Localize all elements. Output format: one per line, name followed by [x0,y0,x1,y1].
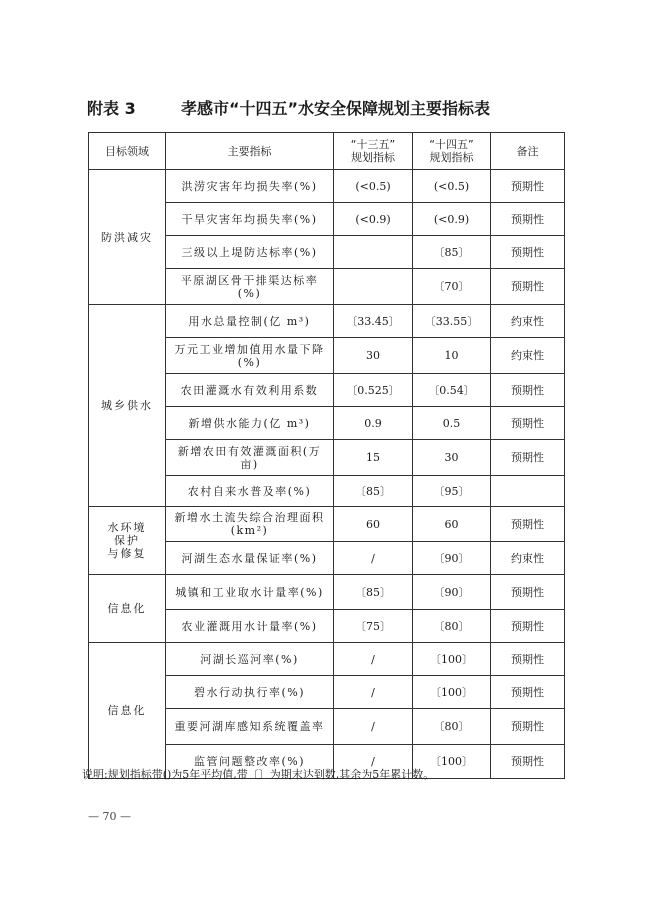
remark-cell: 预期性 [491,440,565,476]
remark-cell: 约束性 [491,305,565,338]
s14-value: 〔33.55〕 [413,305,491,338]
remark-cell: 预期性 [491,374,565,407]
remark-cell: 预期性 [491,643,565,676]
s13-value: 〔33.45〕 [334,305,413,338]
s14-value: 30 [413,440,491,476]
indicator-cell: 新增水土流失综合治理面积(km²) [166,507,334,542]
s13-value: / [334,709,413,745]
indicator-cell: 洪涝灾害年均损失率(%) [166,170,334,203]
s13-value [334,236,413,269]
table-row [89,643,565,676]
indicator-cell: 农业灌溉用水计量率(%) [166,610,334,643]
title-text: 孝感市“十四五”水安全保障规划主要指标表 [181,99,491,118]
header-14th-plan: “十四五” 规划指标 [413,133,491,170]
s13-value: 〔0.525〕 [334,374,413,407]
table-row [89,305,565,338]
s13-value: / [334,676,413,709]
remark-cell: 预期性 [491,610,565,643]
s13-value: / [334,643,413,676]
s13-value: 〔85〕 [334,476,413,507]
s14-value: 〔90〕 [413,542,491,575]
s14-value: 〔0.54〕 [413,374,491,407]
remark-cell: 预期性 [491,170,565,203]
s13-value: 〔75〕 [334,610,413,643]
s14-value: 〔95〕 [413,476,491,507]
s14-value: (<0.5) [413,170,491,203]
indicator-cell: 碧水行动执行率(%) [166,676,334,709]
indicator-cell: 监管问题整改率(%) [166,745,334,779]
indicator-cell: 农村自来水普及率(%) [166,476,334,507]
remark-cell: 预期性 [491,269,565,305]
indicator-cell: 河湖生态水量保证率(%) [166,542,334,575]
remark-cell: 约束性 [491,338,565,374]
remark-cell: 预期性 [491,407,565,440]
domain-cell: 城乡供水 [89,305,166,507]
header-indicator: 主要指标 [166,133,334,170]
s13-value: / [334,745,413,779]
remark-cell: 预期性 [491,676,565,709]
s13-value: 0.9 [334,407,413,440]
s14-value: 〔100〕 [413,676,491,709]
domain-cell: 信息化 [89,575,166,643]
page-number: — 70 — [88,810,131,823]
remark-cell: 预期性 [491,745,565,779]
remark-cell: 预期性 [491,709,565,745]
appendix-label: 附表 3 [87,99,136,118]
header-13th-plan: “十三五” 规划指标 [334,133,413,170]
s13-value: / [334,542,413,575]
s14-value: 〔100〕 [413,643,491,676]
table-note: 说明:规划指标带()为5年平均值,带〔〕为期末达到数,其余为5年累计数。 [82,768,435,781]
s13-value: 30 [334,338,413,374]
indicator-cell: 用水总量控制(亿 m³) [166,305,334,338]
s14-value: 10 [413,338,491,374]
s14-value: 0.5 [413,407,491,440]
s13-value: 15 [334,440,413,476]
domain-cell: 防洪减灾 [89,170,166,305]
domain-cell: 信息化 [89,643,166,779]
indicator-cell: 农田灌溉水有效利用系数 [166,374,334,407]
indicator-cell: 三级以上堤防达标率(%) [166,236,334,269]
remark-cell: 预期性 [491,507,565,542]
s14-value: 〔90〕 [413,575,491,610]
s14-value: 〔80〕 [413,709,491,745]
indicator-cell: 新增农田有效灌溉面积(万亩) [166,440,334,476]
indicators-table [88,132,565,779]
s13-value: (<0.5) [334,170,413,203]
header-row [89,133,565,170]
s14-value: 60 [413,507,491,542]
table-row [89,507,565,542]
s14-value: 〔70〕 [413,269,491,305]
indicator-cell: 万元工业增加值用水量下降(%) [166,338,334,374]
indicator-cell: 重要河湖库感知系统覆盖率 [166,709,334,745]
indicator-cell: 城镇和工业取水计量率(%) [166,575,334,610]
s13-value: 60 [334,507,413,542]
header-domain: 目标领域 [89,133,166,170]
s14-value: 〔100〕 [413,745,491,779]
s14-value: 〔85〕 [413,236,491,269]
indicator-cell: 河湖长巡河率(%) [166,643,334,676]
remark-cell: 约束性 [491,542,565,575]
s13-value: (<0.9) [334,203,413,236]
header-remark: 备注 [491,133,565,170]
indicator-cell: 新增供水能力(亿 m³) [166,407,334,440]
domain-cell: 水环境 保护 与修复 [89,507,166,575]
s14-value: (<0.9) [413,203,491,236]
document-title [87,96,490,119]
indicator-cell: 干旱灾害年均损失率(%) [166,203,334,236]
remark-cell [491,476,565,507]
table-row [89,575,565,610]
s13-value [334,269,413,305]
s13-value: 〔85〕 [334,575,413,610]
s14-value: 〔80〕 [413,610,491,643]
remark-cell: 预期性 [491,236,565,269]
remark-cell: 预期性 [491,203,565,236]
remark-cell: 预期性 [491,575,565,610]
indicator-cell: 平原湖区骨干排渠达标率(%) [166,269,334,305]
table-row [89,170,565,203]
